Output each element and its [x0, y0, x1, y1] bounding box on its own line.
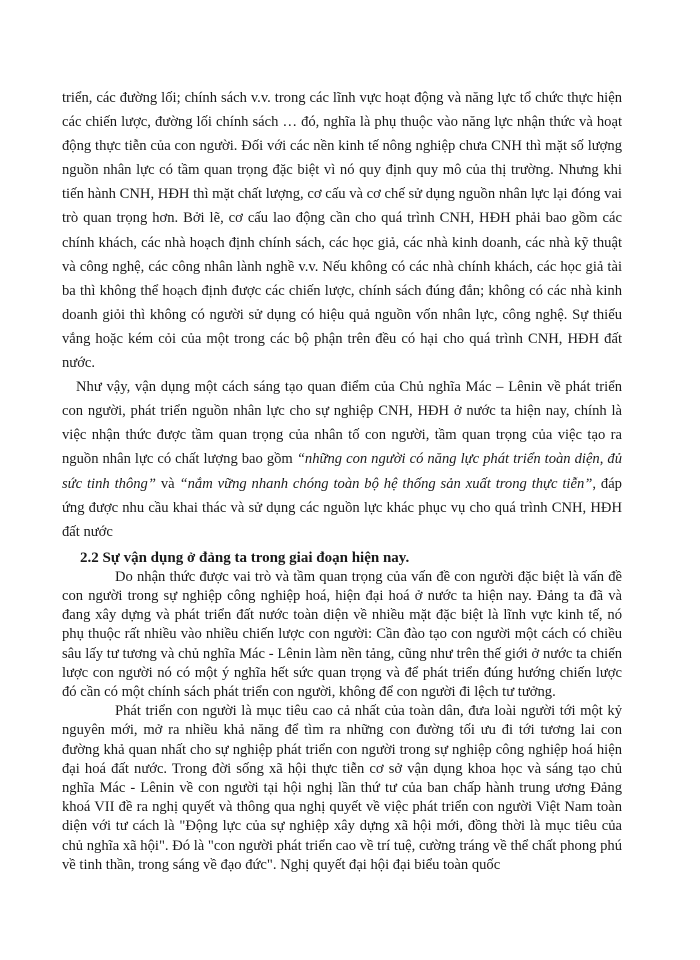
paragraph-human-development: Phát triển con người là mục tiêu cao cả nhất của toàn dân, đưa loài người tới một kỷ nguyên mới, mở ra nhiều khả năng để tìm ra những con đường tối ưu đi tới tương lai con đường khả quan nhất cho sự nghiệp phát triển con người trong sự nghiệp công nghiệp hoá hiện đại hoá đất nước. Trong đời sống xã hội thực tiễn cơ sở vận dụng khoa học và sáng tạo chủ nghĩa Mác - Lênin về con người tại hội nghị lần thứ tư của ban chấp hành trung ương Đảng khoá VII đề ra nghị quyết và thông qua nghị quyết về việc phát triển con người Việt Nam toàn diện với tư cách là "Động lực của sự nghiệp xây dựng xã hội mới, đồng thời là mục tiêu của chủ nghĩa xã hội". Đó là "con người phát triển cao về trí tuệ, cường tráng về thể chất phong phú về tinh thần, trong sáng về đạo đức". Nghị quyết đại hội đại biểu toàn quốc — [62, 703, 622, 873]
quote-comprehensive-development: “những con người có năng lực phát triển toàn diện, đủ sức tinh thông” — [62, 451, 622, 492]
paragraph-text-end: , đáp ứng được nhu cầu khai thác và sử dụng các nguồn lực khác phục vụ cho quá trình CNH, HĐH đất nước — [62, 475, 622, 540]
quote-production-system: “nắm vững nhanh chóng toàn bộ hệ thống sản xuất trong thực tiễn” — [179, 475, 593, 492]
paragraph-continuation: triển, các đường lối; chính sách v.v. trong các lĩnh vực hoạt động và năng lực tổ chức thực hiện các chiến lược, đường lối chính sách … đó, nghĩa là phụ thuộc vào năng lực nhận thức và hoạt động thực tiễn của con người. Đối với các nền kinh tế nông nghiệp chưa CNH thì mặt số lượng nguồn nhân lực có tầm quan trọng đặc biệt vì nó quy định quy mô của thị trường. Nhưng khi tiến hành CNH, HĐH thì mặt chất lượng, cơ cấu và cơ chế sử dụng nguồn nhân lực lại đóng vai trò quan trọng hơn. Bởi lẽ, cơ cấu lao động cần cho quá trình CNH, HĐH phải bao gồm các chính khách, các nhà hoạch định chính sách, các học giả, các nhà kinh doanh, các nhà kỹ thuật và công nghệ, các công nhân lành nghề v.v. Nếu không có các nhà chính khách, các học giả tài ba thì không thể hoạch định được các chiến lược, chính sách đúng đắn; không có các nhà kinh doanh giỏi thì không có người sử dụng có hiệu quả nguồn vốn nhân lực, công nghệ. Sự thiếu vắng hoặc kém cỏi của một trong các bộ phận trên đều có hại cho quá trình CNH, HĐH đất nước. — [62, 90, 622, 372]
section-body-2 — [62, 568, 622, 875]
section-body-1 — [62, 86, 622, 544]
conjunction-text: và — [155, 475, 180, 492]
paragraph-text: Như vậy, vận dụng một cách sáng tạo quan điểm của Chủ nghĩa Mác – Lênin về phát triển con người, phát triển nguồn nhân lực cho sự nghiệp CNH, HĐH ở nước ta hiện nay, chính là việc nhận thức được tầm quan trọng của nhân tố con người, tầm quan trọng của việc tạo ra nguồn nhân lực có chất lượng bao gồm — [62, 379, 622, 468]
section-heading-2-2: 2.2 Sự vận dụng ở đảng ta trong giai đoạn hiện nay. — [80, 549, 410, 566]
paragraph-party-awareness: Do nhận thức được vai trò và tầm quan trọng của vấn đề con người đặc biệt là vấn đề con người trong sự nghiệp công nghiệp hoá, hiện đại hoá ở nước ta hiện nay. Đảng ta đã và đang xây dựng và phát triển đất nước toàn diện về nhiều mặt đặc biệt là lĩnh vực kinh tế, nó phụ thuộc rất nhiều vào nhiều chiến lược con người: Cần đào tạo con người một cách có chiều sâu lấy tư tương và chủ nghĩa Mác - Lênin làm nền tảng, cũng như trên thế giới ở nước ta chiến lược con người nó có một ý nghĩa hết sức quan trọng và để phát triển đúng hướng chiến lược đó cần có một chính sách phát triển con người, không để con người đi lệch tư tưởng. — [62, 568, 622, 700]
paragraph-marxism-application — [62, 375, 622, 544]
document-page — [62, 86, 622, 875]
